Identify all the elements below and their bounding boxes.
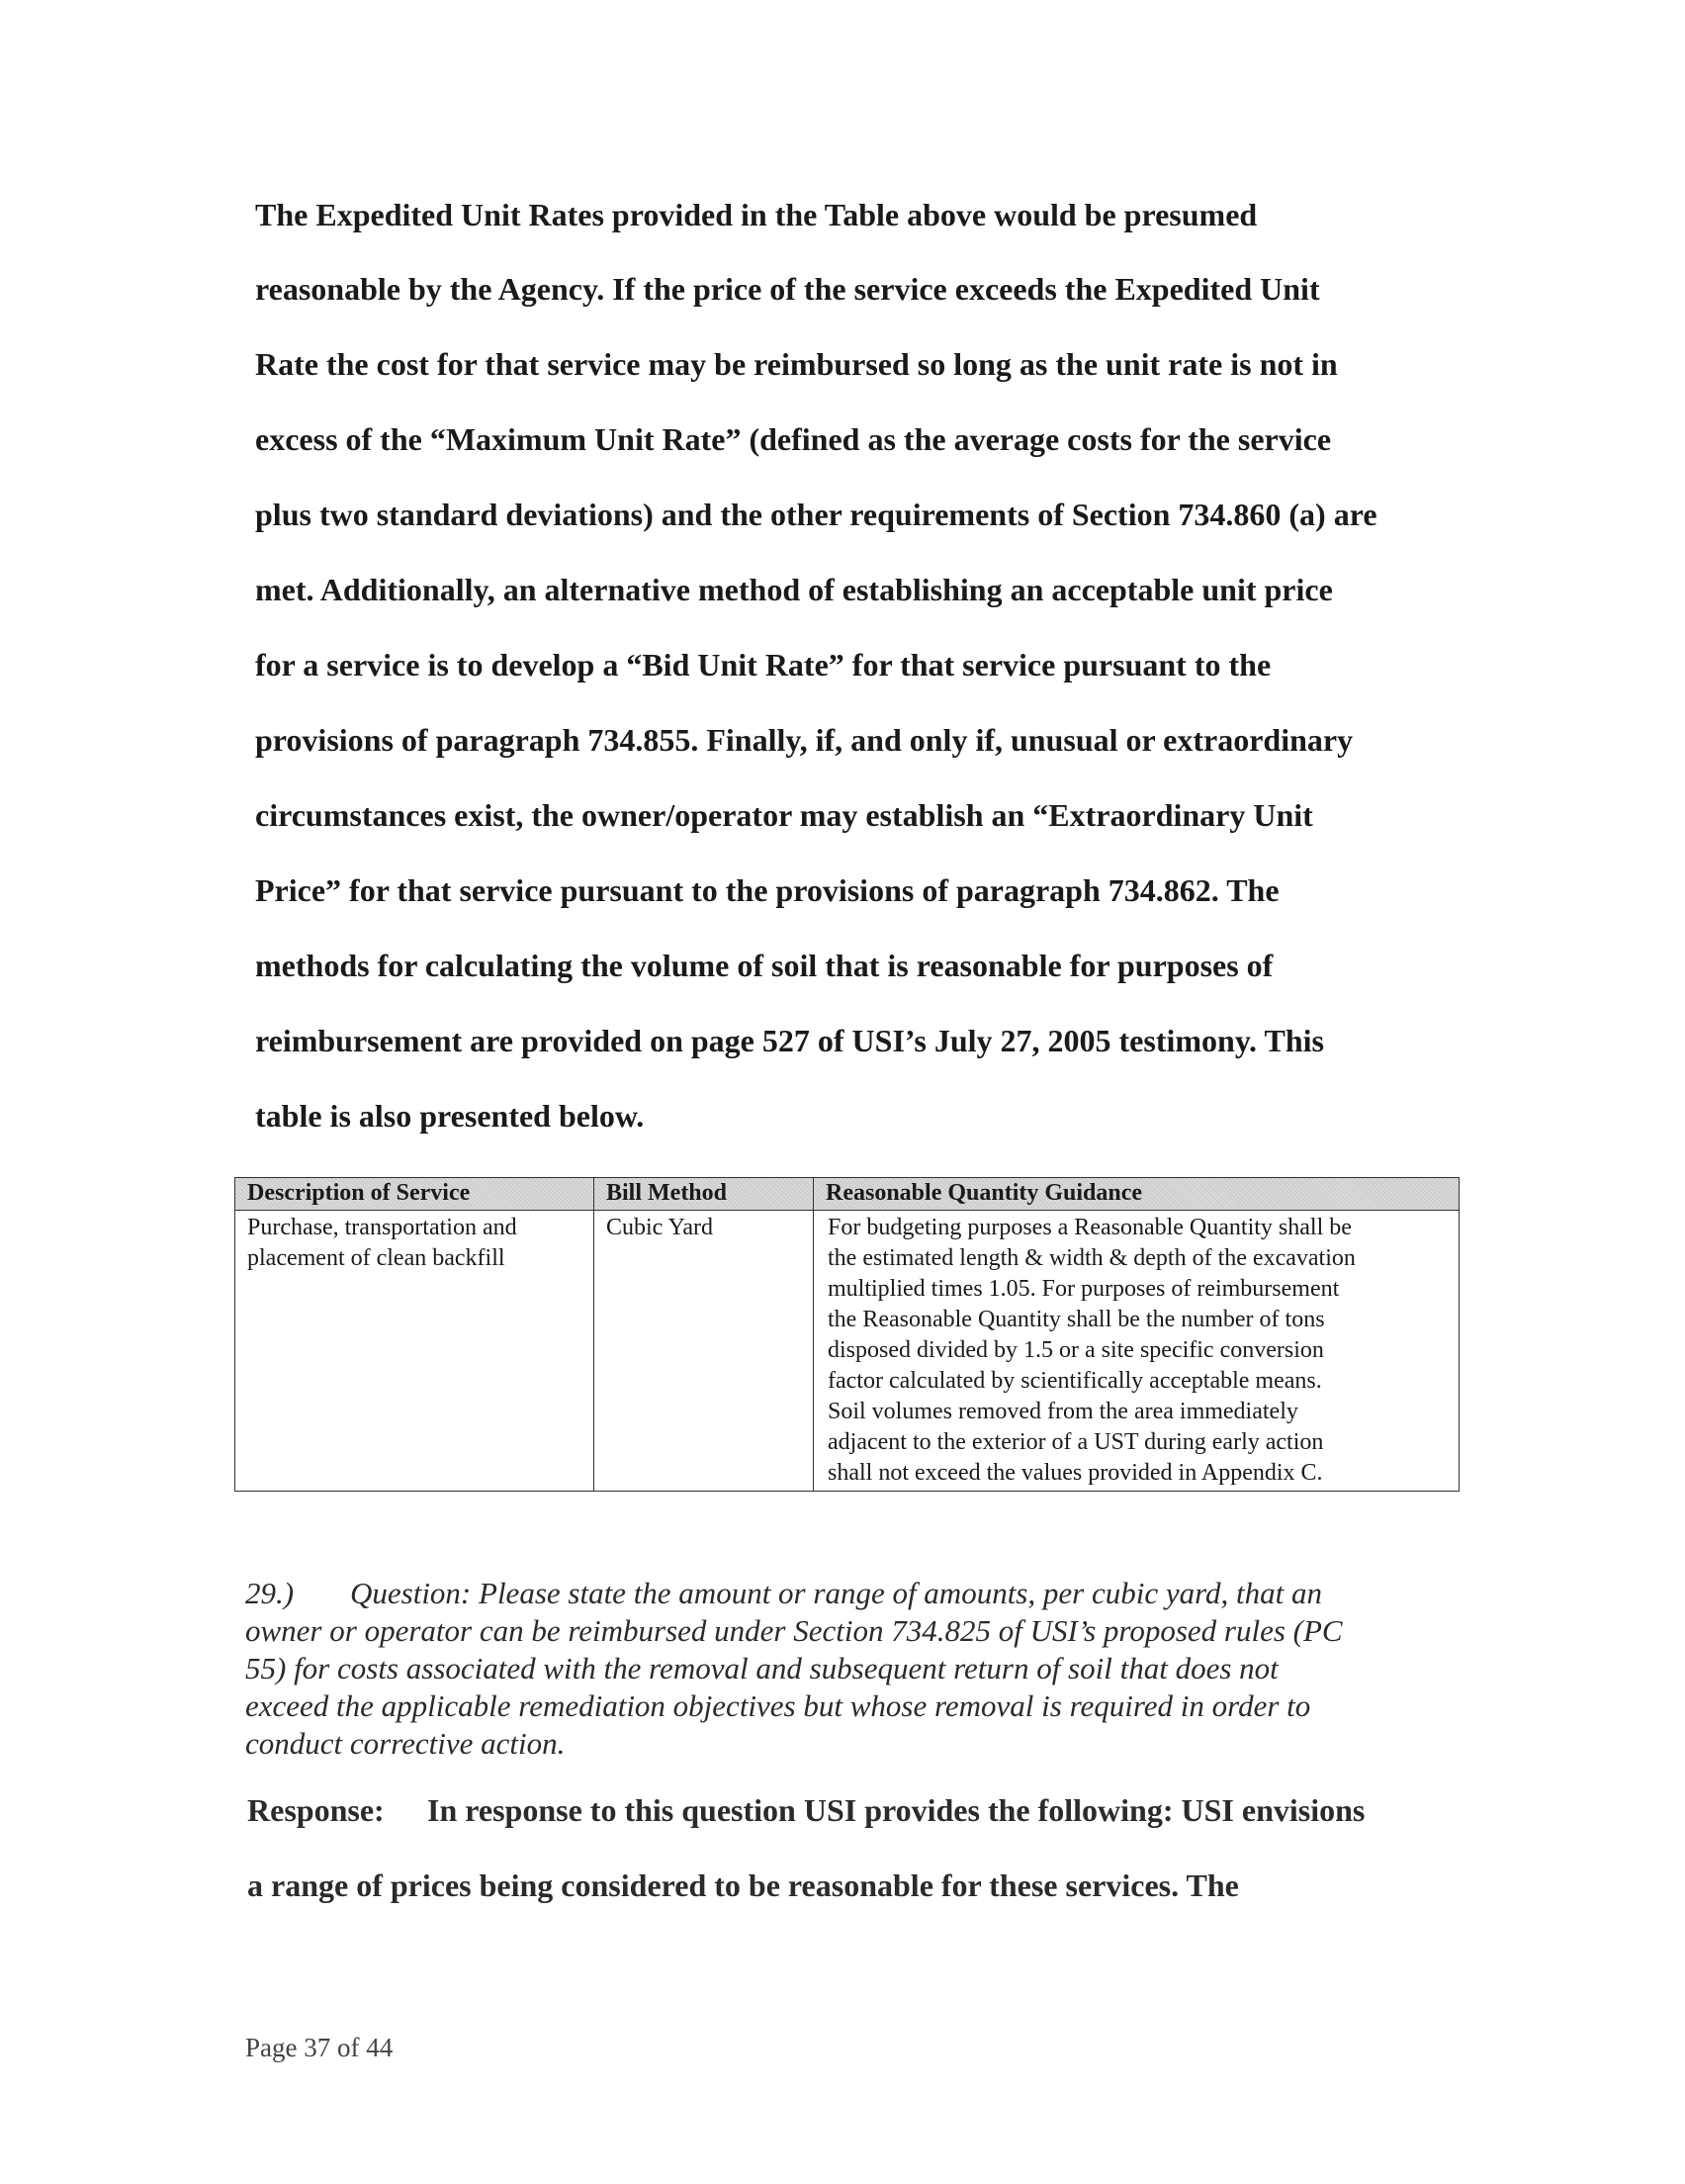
paragraph-line: circumstances exist, the owner/operator may establish an “Extraordinary Unit [255, 797, 1313, 833]
paragraph-line: reasonable by the Agency. If the price of the service exceeds the Expedited Unit [255, 271, 1320, 307]
question-line: owner or operator can be reimbursed under Section 734.825 of USI’s proposed rules (PC [245, 1613, 1343, 1648]
cell-line: Soil volumes removed from the area immediately [828, 1399, 1298, 1424]
cell-line: factor calculated by scientifically acceptable means. [828, 1368, 1322, 1394]
question-line: exceed the applicable remediation objectives but whose removal is required in order to [245, 1688, 1311, 1723]
cell-line: adjacent to the exterior of a UST during early action [828, 1429, 1324, 1455]
paragraph-line: met. Additionally, an alternative method of establishing an acceptable unit price [255, 572, 1333, 607]
question-line [245, 1575, 1462, 1612]
response-text: In response to this question USI provides the following: USI envisions [427, 1792, 1366, 1828]
cell-line: Purchase, transportation and [247, 1215, 517, 1240]
question-text: Question: Please state the amount or range of amounts, per cubic yard, that an [350, 1576, 1322, 1610]
response-line: a range of prices being considered to be reasonable for these services. The [247, 1867, 1239, 1903]
header-reasonable-quantity-guidance: Reasonable Quantity Guidance [814, 1178, 1460, 1211]
paragraph-line: Price” for that service pursuant to the provisions of paragraph 734.862. The [255, 872, 1280, 908]
cell-line: multiplied times 1.05. For purposes of reimbursement [828, 1276, 1340, 1302]
paragraph-line: for a service is to develop a “Bid Unit Rate” for that service pursuant to the [255, 647, 1272, 682]
question-number: 29.) [245, 1576, 295, 1610]
cell-bill-method: Cubic Yard [594, 1211, 814, 1492]
cell-line: For budgeting purposes a Reasonable Quantity shall be [828, 1215, 1352, 1240]
page-number: Page 37 of 44 [245, 2033, 394, 2062]
cell-guidance [814, 1211, 1460, 1492]
paragraph-line: provisions of paragraph 734.855. Finally, if, and only if, unusual or extraordinary [255, 722, 1354, 758]
cell-description [235, 1211, 594, 1492]
cell-line: disposed divided by 1.5 or a site specific conversion [828, 1337, 1324, 1363]
question-block [245, 1575, 1462, 1763]
header-description-of-service: Description of Service [235, 1178, 594, 1211]
cell-line: the estimated length & width & depth of the excavation [828, 1245, 1356, 1271]
paragraph-line: plus two standard deviations) and the other requirements of Section 734.860 (a) are [255, 497, 1377, 532]
paragraph-line: methods for calculating the volume of soil that is reasonable for purposes of [255, 948, 1274, 983]
table-header-row [235, 1178, 1460, 1211]
paragraph-line: Rate the cost for that service may be reimbursed so long as the unit rate is not in [255, 346, 1338, 382]
paragraph-line: The Expedited Unit Rates provided in the Table above would be presumed [255, 197, 1258, 232]
question-line: 55) for costs associated with the removal and subsequent return of soil that does not [245, 1651, 1279, 1685]
header-bill-method: Bill Method [594, 1178, 814, 1211]
question-line: conduct corrective action. [245, 1726, 566, 1761]
paragraph-line: table is also presented below. [255, 1098, 645, 1134]
cell-line: placement of clean backfill [247, 1245, 505, 1271]
response-line [247, 1790, 1365, 1830]
response-label: Response: [247, 1792, 385, 1828]
cell-line: shall not exceed the values provided in Appendix C. [828, 1460, 1323, 1486]
table-row [235, 1211, 1460, 1492]
cell-line: the Reasonable Quantity shall be the number of tons [828, 1307, 1325, 1332]
paragraph-line: excess of the “Maximum Unit Rate” (defined as the average costs for the service [255, 421, 1332, 457]
paragraph-line: reimbursement are provided on page 527 of USI’s July 27, 2005 testimony. This [255, 1023, 1324, 1058]
quantity-guidance-table [234, 1177, 1460, 1492]
